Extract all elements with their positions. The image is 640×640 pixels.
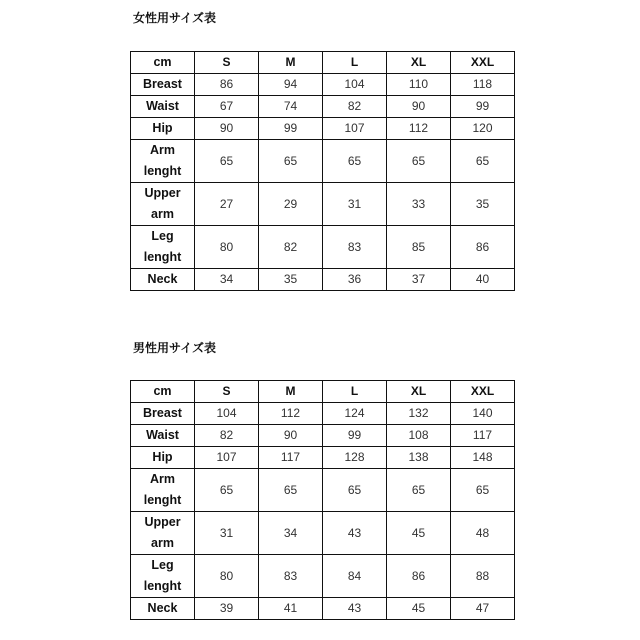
measurement-label-cell: Upper arm — [131, 512, 195, 555]
unit-header-cell: cm — [131, 381, 195, 403]
measurement-label-cell: Neck — [131, 598, 195, 620]
measurement-value-cell: 67 — [195, 96, 259, 118]
measurement-value-cell: 94 — [259, 74, 323, 96]
measurement-value-cell: 43 — [323, 512, 387, 555]
measurement-value-cell: 80 — [195, 555, 259, 598]
measurement-value-cell: 117 — [451, 425, 515, 447]
unit-header-cell: cm — [131, 52, 195, 74]
measurement-value-cell: 31 — [323, 183, 387, 226]
measurement-value-cell: 112 — [387, 118, 451, 140]
size-header-cell: L — [323, 381, 387, 403]
measurement-label-cell: Hip — [131, 447, 195, 469]
measurement-value-cell: 99 — [451, 96, 515, 118]
size-header-cell: S — [195, 52, 259, 74]
table-header-row — [131, 52, 515, 74]
table-row — [131, 555, 515, 598]
table-row — [131, 140, 515, 183]
measurement-value-cell: 120 — [451, 118, 515, 140]
womens-size-table — [130, 51, 515, 291]
measurement-value-cell: 90 — [259, 425, 323, 447]
measurement-value-cell: 35 — [451, 183, 515, 226]
table-row — [131, 183, 515, 226]
table-row — [131, 118, 515, 140]
measurement-value-cell: 35 — [259, 269, 323, 291]
measurement-value-cell: 37 — [387, 269, 451, 291]
measurement-label-cell: Arm lenght — [131, 469, 195, 512]
measurement-value-cell: 86 — [387, 555, 451, 598]
measurement-label-cell: Leg lenght — [131, 226, 195, 269]
measurement-value-cell: 65 — [195, 140, 259, 183]
size-header-cell: XL — [387, 52, 451, 74]
measurement-value-cell: 110 — [387, 74, 451, 96]
measurement-value-cell: 65 — [387, 469, 451, 512]
table-row — [131, 269, 515, 291]
measurement-value-cell: 84 — [323, 555, 387, 598]
measurement-value-cell: 27 — [195, 183, 259, 226]
measurement-value-cell: 39 — [195, 598, 259, 620]
measurement-label-cell: Leg lenght — [131, 555, 195, 598]
measurement-label-cell: Waist — [131, 96, 195, 118]
measurement-label-cell: Hip — [131, 118, 195, 140]
size-header-cell: XXL — [451, 52, 515, 74]
measurement-value-cell: 117 — [259, 447, 323, 469]
size-header-cell: XL — [387, 381, 451, 403]
size-header-cell: M — [259, 52, 323, 74]
measurement-value-cell: 29 — [259, 183, 323, 226]
table-row — [131, 469, 515, 512]
size-header-cell: M — [259, 381, 323, 403]
measurement-label-cell: Breast — [131, 74, 195, 96]
measurement-value-cell: 65 — [387, 140, 451, 183]
table-row — [131, 447, 515, 469]
measurement-label-cell: Upper arm — [131, 183, 195, 226]
measurement-label-cell: Arm lenght — [131, 140, 195, 183]
measurement-value-cell: 107 — [195, 447, 259, 469]
size-header-cell: L — [323, 52, 387, 74]
table-row — [131, 403, 515, 425]
size-header-cell: S — [195, 381, 259, 403]
measurement-value-cell: 65 — [451, 140, 515, 183]
measurement-value-cell: 148 — [451, 447, 515, 469]
measurement-value-cell: 85 — [387, 226, 451, 269]
measurement-value-cell: 107 — [323, 118, 387, 140]
measurement-value-cell: 128 — [323, 447, 387, 469]
womens-size-chart-title: 女性用サイズ表 — [133, 11, 217, 25]
measurement-value-cell: 65 — [259, 469, 323, 512]
table-header-row — [131, 381, 515, 403]
measurement-value-cell: 124 — [323, 403, 387, 425]
measurement-value-cell: 65 — [323, 469, 387, 512]
measurement-value-cell: 74 — [259, 96, 323, 118]
measurement-value-cell: 99 — [259, 118, 323, 140]
measurement-value-cell: 36 — [323, 269, 387, 291]
mens-size-chart-title: 男性用サイズ表 — [133, 341, 217, 355]
measurement-value-cell: 82 — [259, 226, 323, 269]
measurement-label-cell: Waist — [131, 425, 195, 447]
measurement-value-cell: 132 — [387, 403, 451, 425]
measurement-value-cell: 65 — [259, 140, 323, 183]
table-row — [131, 96, 515, 118]
measurement-value-cell: 41 — [259, 598, 323, 620]
measurement-label-cell: Neck — [131, 269, 195, 291]
measurement-label-cell: Breast — [131, 403, 195, 425]
measurement-value-cell: 65 — [451, 469, 515, 512]
measurement-value-cell: 40 — [451, 269, 515, 291]
measurement-value-cell: 140 — [451, 403, 515, 425]
measurement-value-cell: 65 — [195, 469, 259, 512]
table-row — [131, 425, 515, 447]
measurement-value-cell: 104 — [195, 403, 259, 425]
measurement-value-cell: 45 — [387, 512, 451, 555]
measurement-value-cell: 47 — [451, 598, 515, 620]
measurement-value-cell: 99 — [323, 425, 387, 447]
table-row — [131, 512, 515, 555]
measurement-value-cell: 80 — [195, 226, 259, 269]
measurement-value-cell: 65 — [323, 140, 387, 183]
measurement-value-cell: 43 — [323, 598, 387, 620]
mens-size-table — [130, 380, 515, 620]
table-row — [131, 74, 515, 96]
measurement-value-cell: 118 — [451, 74, 515, 96]
measurement-value-cell: 34 — [259, 512, 323, 555]
measurement-value-cell: 90 — [195, 118, 259, 140]
measurement-value-cell: 83 — [259, 555, 323, 598]
measurement-value-cell: 88 — [451, 555, 515, 598]
measurement-value-cell: 112 — [259, 403, 323, 425]
measurement-value-cell: 90 — [387, 96, 451, 118]
size-header-cell: XXL — [451, 381, 515, 403]
measurement-value-cell: 48 — [451, 512, 515, 555]
measurement-value-cell: 83 — [323, 226, 387, 269]
measurement-value-cell: 82 — [195, 425, 259, 447]
measurement-value-cell: 31 — [195, 512, 259, 555]
measurement-value-cell: 45 — [387, 598, 451, 620]
measurement-value-cell: 34 — [195, 269, 259, 291]
table-row — [131, 226, 515, 269]
measurement-value-cell: 104 — [323, 74, 387, 96]
measurement-value-cell: 33 — [387, 183, 451, 226]
measurement-value-cell: 138 — [387, 447, 451, 469]
measurement-value-cell: 86 — [195, 74, 259, 96]
measurement-value-cell: 82 — [323, 96, 387, 118]
measurement-value-cell: 86 — [451, 226, 515, 269]
table-row — [131, 598, 515, 620]
measurement-value-cell: 108 — [387, 425, 451, 447]
